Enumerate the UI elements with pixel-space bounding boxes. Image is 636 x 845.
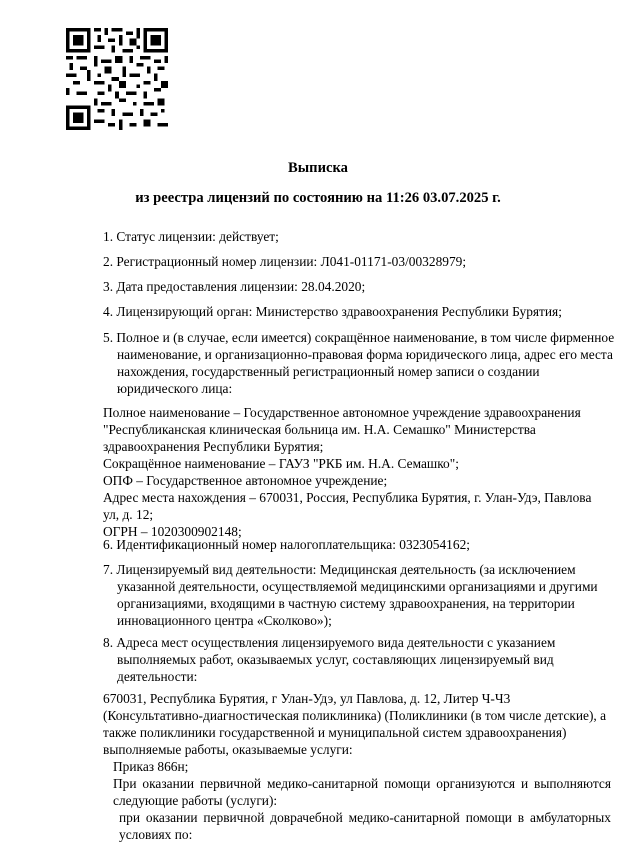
place-primary-care: При оказании первичной медико-санитарной помощи организуются и выполняются следующие работы (услуги):: [113, 776, 611, 808]
list-item-5: 5. Полное и (в случае, если имеется) сокращённое наименование, в том числе фирменное наименование, и организационно-правовая форма юридического лица, адрес его места нахождения, государственный регистрационный номер записи о создании юридического лица:: [103, 330, 615, 396]
list-item-1: 1. Статус лицензии: действует;: [103, 229, 279, 244]
org-ogrn: ОГРН – 1020300902148;: [103, 524, 242, 539]
activity-place: [103, 690, 611, 843]
list-item-8: 8. Адреса мест осуществления лицензируемого вида деятельности с указанием выполняемых работ, оказываемых услуг, составляющих лицензируемый вид деятельности:: [103, 635, 556, 684]
org-short-name: Сокращённое наименование – ГАУЗ "РКБ им. Н.А. Семашко";: [103, 456, 459, 471]
place-works-label: выполняемые работы, оказываемые услуги:: [103, 742, 353, 757]
place-address: 670031, Республика Бурятия, г Улан-Удэ, ул Павлова, д. 12, Литер Ч-Ч3 (Консультативно-диагностическая поликлиника) (Поликлиники (в том числе детские), а также поликлиники государственной и муниципальной систем здравоохранения): [103, 691, 607, 740]
document-title: Выписка: [288, 160, 348, 176]
list-item-6: 6. Идентификационный номер налогоплательщика: 0323054162;: [103, 537, 470, 552]
place-prevrach-care: при оказании первичной доврачебной медико-санитарной помощи в амбулаторных условиях по:: [119, 810, 611, 842]
list-item-3: 3. Дата предоставления лицензии: 28.04.2020;: [103, 279, 366, 294]
list-item-4: 4. Лицензирующий орган: Министерство здравоохранения Республики Бурятия;: [103, 304, 562, 319]
organization-details: [103, 404, 603, 540]
org-full-name: Полное наименование – Государственное автономное учреждение здравоохранения "Республиканская клиническая больница им. Н.А. Семашко" Министерства здравоохранения Республики Бурятия;: [103, 405, 581, 454]
place-order: Приказ 866н;: [113, 759, 189, 774]
qr-code: [66, 27, 168, 131]
org-opf: ОПФ – Государственное автономное учреждение;: [103, 473, 388, 488]
org-address: Адрес места нахождения – 670031, Россия, Республика Бурятия, г. Улан-Удэ, Павлова ул, д. 12;: [103, 490, 592, 522]
document-subtitle: из реестра лицензий по состоянию на 11:26 03.07.2025 г.: [135, 190, 501, 206]
list-item-2: 2. Регистрационный номер лицензии: Л041-01171-03/00328979;: [103, 254, 467, 269]
list-item-7: 7. Лицензируемый вид деятельности: Медицинская деятельность (за исключением указанной деятельности, осуществляемой медицинскими организациями и другими организациями, входящими в частную систему здравоохранения, на территории инновационного центра «Сколково»);: [103, 562, 598, 628]
